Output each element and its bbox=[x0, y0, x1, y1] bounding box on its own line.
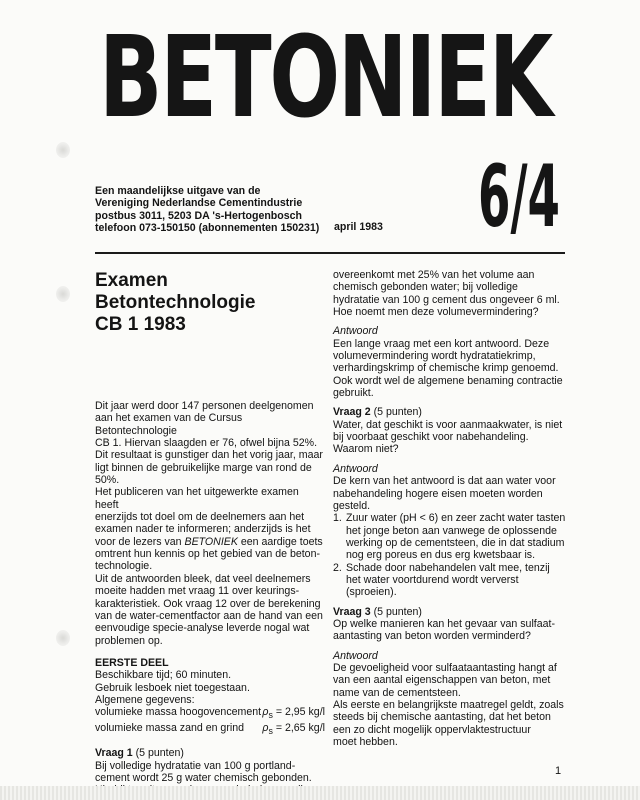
answer-3-label: Antwoord bbox=[333, 649, 378, 662]
question-1-heading: Vraag 1 (5 punten) bbox=[95, 747, 184, 760]
answer-2-label: Antwoord bbox=[333, 462, 378, 475]
publisher-line: Een maandelijkse uitgave van de bbox=[95, 185, 261, 197]
answer-1-label: Antwoord bbox=[333, 325, 378, 338]
article-title bbox=[95, 270, 325, 336]
publisher-line: postbus 3011, 5203 DA 's-Hertogenbosch bbox=[95, 209, 303, 222]
answer-3: De gevoeligheid voor sulfaataantasting hangt af van een aantal eigenschappen van beton, met name van de cementsteen. Als eerste en belangrijkste maatregel geldt, zoals steeds bij chemische aantasting, dat het beton een zo dicht mogelijk oppervlaktestructuur moet hebben. bbox=[333, 661, 564, 749]
punch-hole bbox=[56, 630, 70, 646]
masthead-title: BETONIEK bbox=[99, 13, 557, 143]
punch-hole bbox=[56, 142, 70, 158]
right-column: overeenkomt met 25% van het volume aan chemisch gebonden water; bij volledige hydratatie van 100 g cement dus ongeveer 6 ml. Hoe noemt men deze volumevermindering? Antwoord Een lange vraag met een kort antwoord. Deze volumevermindering wordt hydratatiekrimp, verhardingskrimp of chemische krimp genoemd. Ook wordt wel de algemene benaming contractie gebruikt. Vraag 2 (5 punten) Water, dat geschikt is voor aanmaakwater, is niet bij voorbaat geschikt voor nabehandeling. Waarom niet? Antwoord De kern van het antwoord is dat aan water voor nabehandeling hogere eisen moeten worden gesteld. 1. Zuur water (pH < 6) en zeer zacht water tasten het jonge beton aan vanwege de oplossende werking op de cementsteen, die in dat stadium nog erg poreus en dus erg kwetsbaar is. 2. Schade door nabehandelen valt mee, tenzij het water voortdurend wordt ververst (sproeien). Vraag 3 (5 punten) Op welke manieren kan het gevaar van sulfaat- aantasting van beton worden verminderd? Antwoord De gevoeligheid voor sulfaataantasting hangt af van een aantal eigenschappen van beton, met name van de cementsteen. Als eerste en belangrijkste maatregel geldt, zoals steeds bij chemische aantasting, dat het beton een zo dicht mogelijk oppervlaktestructuur moet hebben. bbox=[333, 269, 573, 748]
scan-edge bbox=[0, 786, 640, 800]
given-aggregate-density: volumieke massa zand en grind $\rho_s = 2,65$ kg/l bbox=[95, 721, 325, 736]
question-1-continued: overeenkomt met 25% van het volume aan chemisch gebonden water; bij volledige hydratatie van 100 g cement dus ongeveer 6 ml. Hoe noemt men deze volumevermindering? bbox=[333, 269, 560, 319]
question-2-heading: Vraag 2 (5 punten) bbox=[333, 406, 422, 419]
magazine-name: BETONIEK bbox=[184, 535, 238, 548]
header-rule bbox=[95, 252, 565, 254]
masthead bbox=[95, 8, 557, 143]
issue-number bbox=[478, 140, 560, 247]
question-3-heading: Vraag 3 (5 punten) bbox=[333, 605, 422, 618]
given-cement-density: volumieke massa hoogovencement $\rho_s = 2,95$ kg/l bbox=[95, 706, 325, 721]
masthead-logo bbox=[95, 8, 557, 143]
issue-number-text: 6/4 bbox=[478, 147, 560, 247]
publisher-line: telefoon 073-150150 (abonnementen 150231) bbox=[95, 222, 320, 235]
list-item: 2. Schade door nabehandelen valt mee, tenzij het water voortdurend wordt ververst (sproeien). bbox=[333, 561, 550, 599]
publisher-line: Vereniging Nederlandse Cementindustrie bbox=[95, 197, 303, 210]
article-title-line: CB 1 1983 bbox=[95, 314, 186, 335]
left-column: Dit jaar werd door 147 personen deelgenomen aan het examen van de Cursus Betontechnologie CB 1. Hiervan slaagden er 76, ofwel bijna 52%. Dit resultaat is gunstiger dan het vorig jaar, maar ligt binnen de gebruikelijke marge van rond de 50%. Het publiceren van het uitgewerkte examen heeft enerzijds tot doel om de deelnemers aan het examen nader te informeren; anderzijds is het voor de lezers van BETONIEK een aardige toets omtrent hun kennis op het gebied van de beton- technologie. Uit de antwoorden bleek, dat veel deelnemers moeite hadden met vraag 11 over keurings- karakteristiek. Ook vraag 12 over de berekening van de water-cementfactor aan de hand van een eenvoudige specie-analyse leverde nogal wat problemen op. EERSTE DEEL Beschikbare tijd; 60 minuten. Gebruik lesboek niet toegestaan. Algemene gegevens: volumieke massa hoogovencement $\rho_s = 2,95$ kg/l volumieke massa zand en grind $\rho_s = 2,65$ kg/l Vraag 1 (5 punten) Bij volledige hydratatie van 100 g portland- cement wordt 25 g water chemisch gebonden. bbox=[95, 400, 325, 784]
issue-date: april 1983 bbox=[334, 221, 383, 233]
section-heading: EERSTE DEEL bbox=[95, 656, 169, 669]
publisher-info bbox=[95, 185, 319, 235]
purpose-paragraph: Het publiceren van het uitgewerkte examen heeft enerzijds tot doel om de deelnemers aan het examen nader te informeren; anderzijds is het voor de lezers van BETONIEK een aardige toets omtrent hun kennis op het gebied van de beton- technologie. bbox=[95, 486, 323, 573]
intro-paragraph: Dit jaar werd door 147 personen deelgenomen aan het examen van de Cursus Betontechnologie CB 1. Hiervan slaagden er 76, ofwel bijna 52%. Dit resultaat is gunstiger dan het vorig jaar, maar ligt binnen de gebruikelijke marge van rond de 50%. bbox=[95, 400, 323, 487]
results-paragraph: Uit de antwoorden bleek, dat veel deelnemers moeite hadden met vraag 11 over keurings- karakteristiek. Ook vraag 12 over de berekening van de water-cementfactor aan de hand van een eenvoudige specie-analyse leverde nogal wat problemen op. bbox=[95, 572, 323, 647]
answer-1: Een lange vraag met een kort antwoord. Deze volumevermindering wordt hydratatiekrimp, verhardingskrimp of chemische krimp genoemd. Ook wordt wel de algemene benaming contractie gebruikt. bbox=[333, 337, 563, 400]
article-title-line: Examen Betontechnologie bbox=[95, 270, 256, 313]
punch-hole bbox=[56, 286, 70, 302]
page-number: 1 bbox=[555, 765, 562, 777]
answer-2-list bbox=[333, 512, 573, 598]
list-item: 1. Zuur water (pH < 6) en zeer zacht water tasten het jonge beton aan vanwege de oplossende werking op de cementsteen, die in dat stadium nog erg poreus en dus erg kwetsbaar is. bbox=[333, 512, 566, 562]
